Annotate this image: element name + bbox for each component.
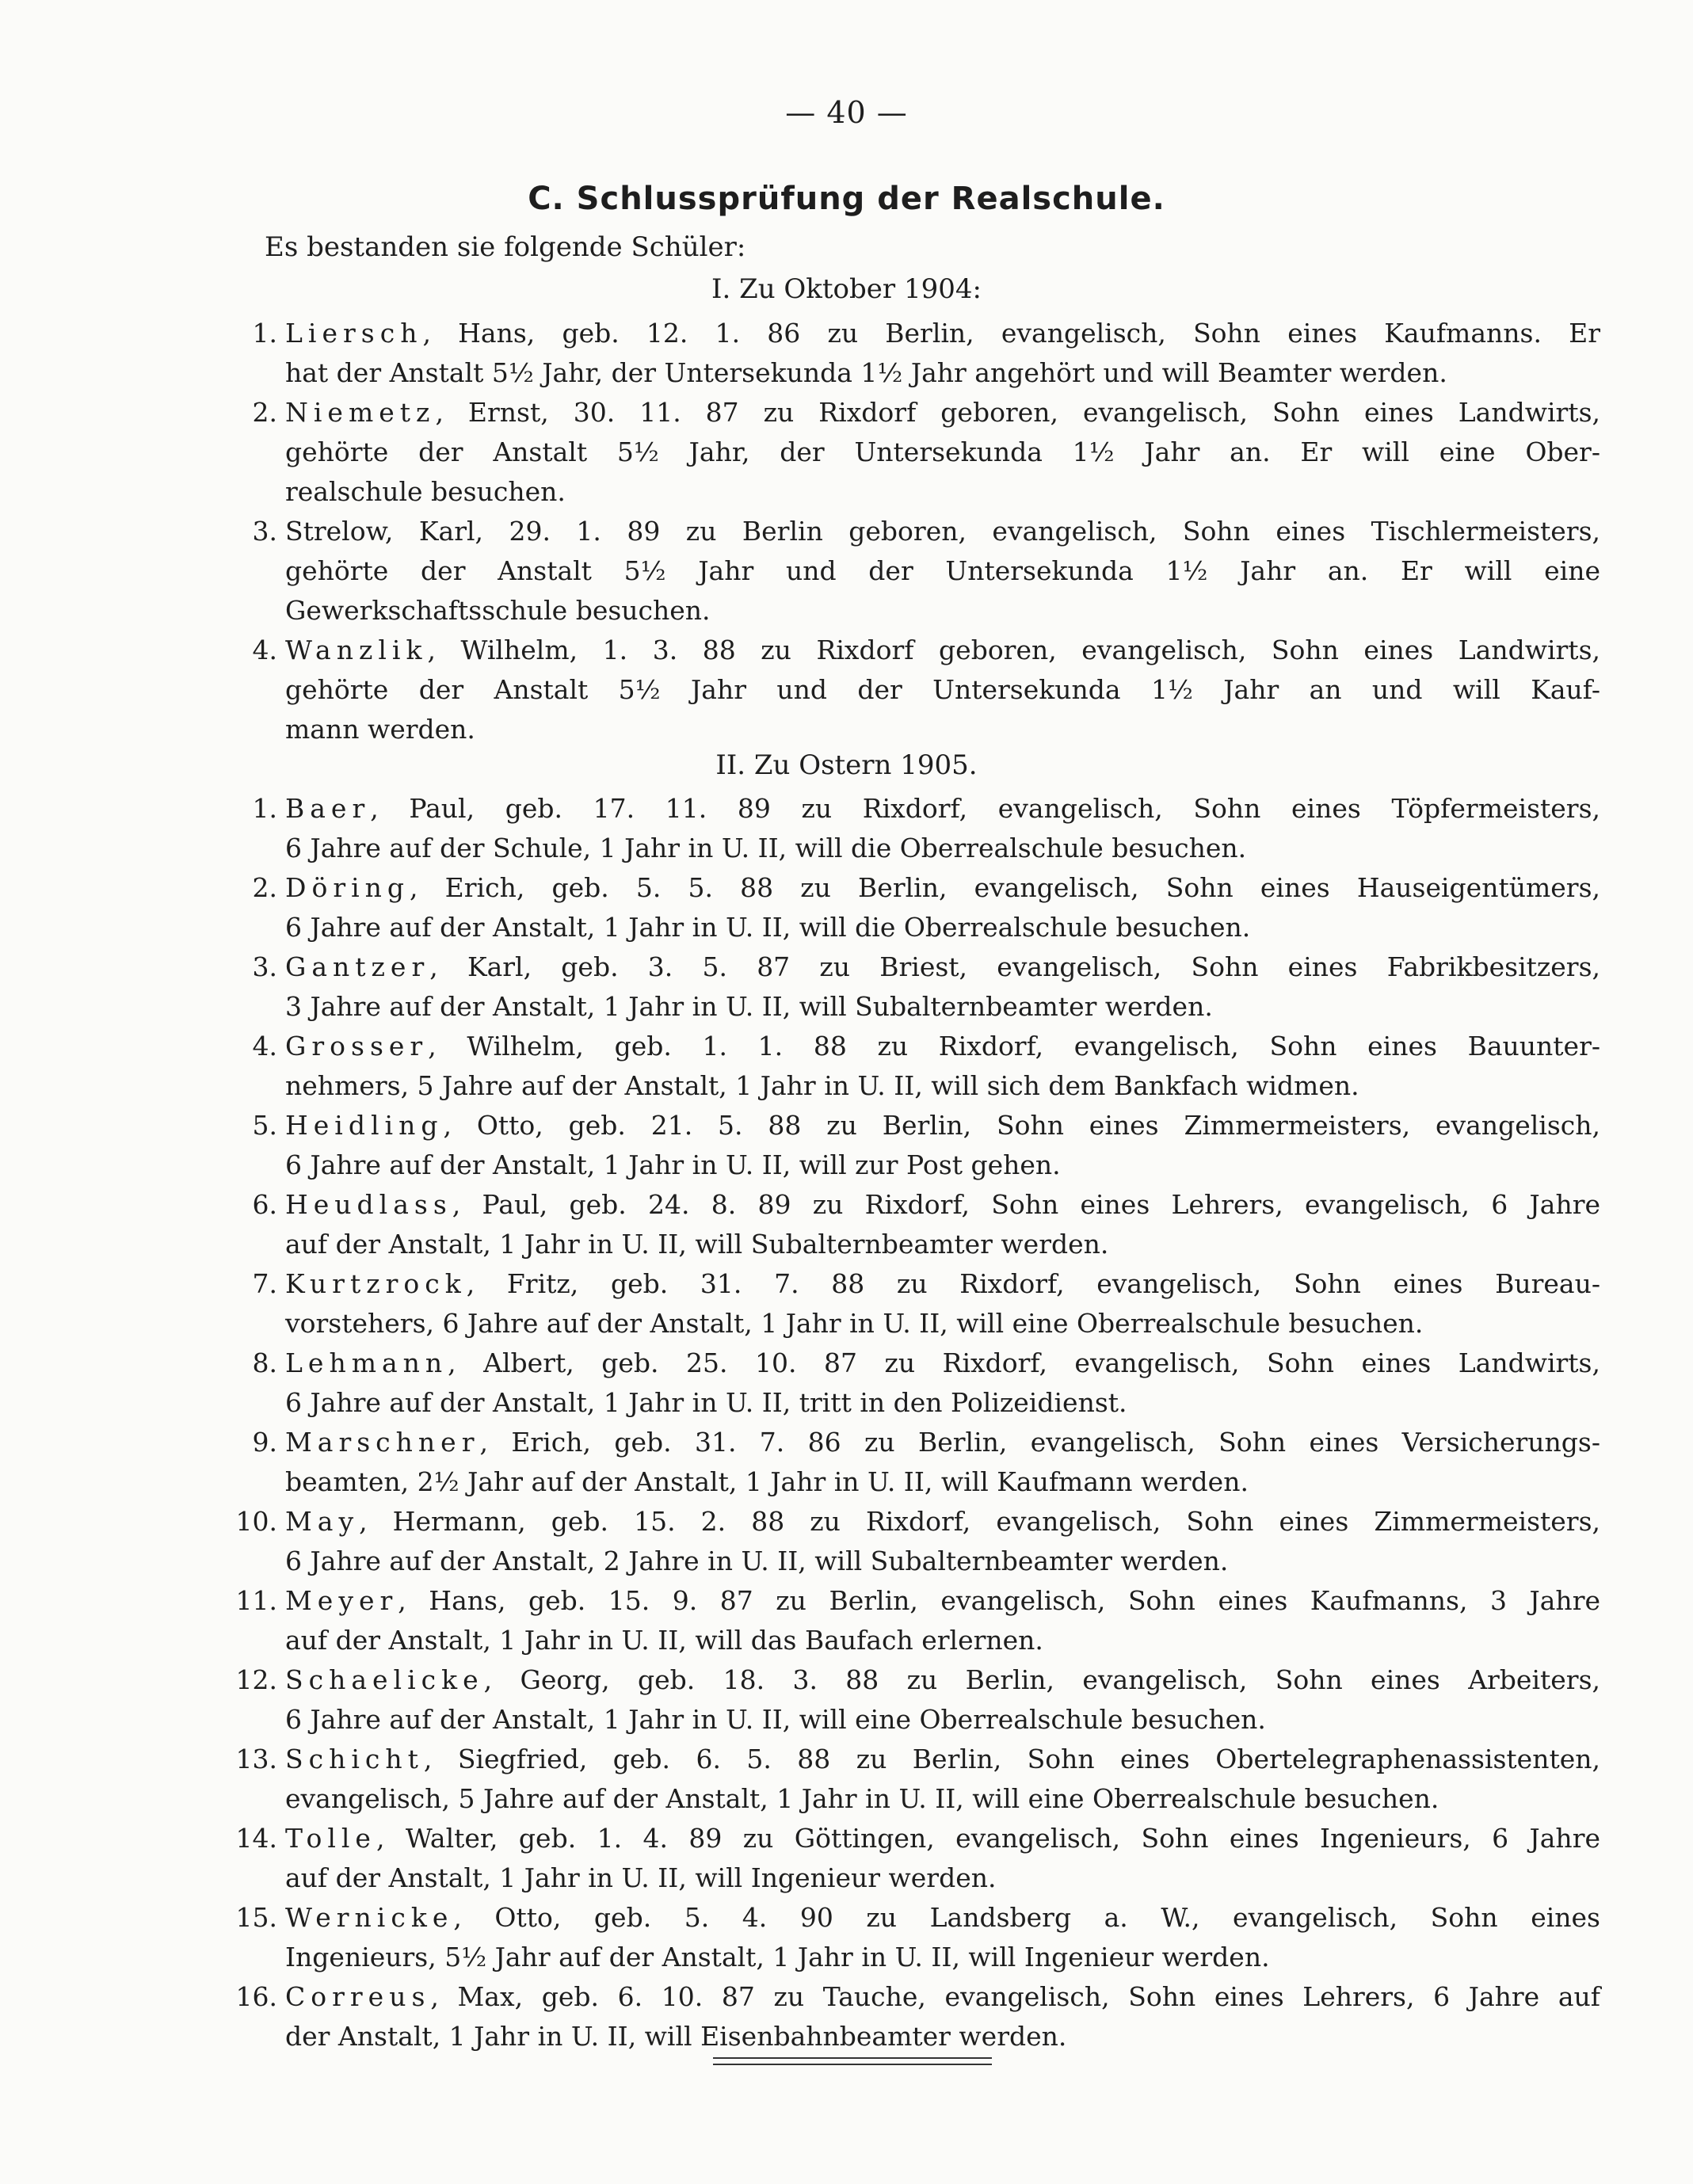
- group-heading: II. Zu Ostern 1905.: [715, 749, 978, 781]
- student-entry: [252, 789, 1600, 868]
- student-entry: [235, 1898, 1600, 1977]
- student-surname: Tolle: [285, 1823, 376, 1854]
- entry-number: 16.: [235, 1981, 277, 2012]
- entry-line: auf der Anstalt, 1 Jahr in U. II, will das Baufach erlernen.: [285, 1625, 1043, 1656]
- student-surname: Kurtzrock: [285, 1268, 467, 1299]
- student-surname: Heidling: [285, 1110, 444, 1141]
- entry-number: 8.: [252, 1347, 277, 1378]
- entry-number: 1.: [252, 318, 277, 349]
- intro-text: Es bestanden sie folgende Schüler:: [265, 231, 746, 263]
- student-entry: [252, 868, 1600, 947]
- entry-number: 15.: [235, 1902, 277, 1933]
- student-entry: [235, 1660, 1600, 1740]
- entry-line: 6 Jahre auf der Anstalt, 1 Jahr in U. II, will zur Post gehen.: [285, 1149, 1061, 1180]
- student-entry: [252, 631, 1600, 749]
- entry-line: 6 Jahre auf der Anstalt, 1 Jahr in U. II, will die Oberrealschule besuchen.: [285, 912, 1251, 943]
- entry-number: 11.: [235, 1585, 277, 1616]
- entry-line: gehörte der Anstalt 5½ Jahr und der Untersekunda 1½ Jahr an. Er will eine: [285, 555, 1600, 586]
- student-surname: Schaelicke: [285, 1664, 484, 1695]
- student-surname: Niemetz: [285, 397, 436, 428]
- entry-line: 6 Jahre auf der Anstalt, 2 Jahre in U. II, will Subalternbeamter werden.: [285, 1546, 1229, 1576]
- entry-line: Gantzer, Karl, geb. 3. 5. 87 zu Briest, evangelisch, Sohn eines Fabrikbesitzers,: [285, 951, 1600, 982]
- entry-number: 12.: [235, 1664, 277, 1695]
- student-entry: [252, 947, 1600, 1027]
- entry-line: vorstehers, 6 Jahre auf der Anstalt, 1 Jahr in U. II, will eine Oberrealschule besuchen.: [285, 1308, 1424, 1339]
- entry-line: der Anstalt, 1 Jahr in U. II, will Eisenbahnbeamter werden.: [285, 2021, 1067, 2052]
- student-surname: Wanzlik: [285, 635, 428, 665]
- entry-line: Liersch, Hans, geb. 12. 1. 86 zu Berlin, evangelisch, Sohn eines Kaufmanns. Er: [285, 318, 1600, 349]
- closing-rule-bottom: [713, 2064, 992, 2065]
- entry-number: 14.: [235, 1823, 277, 1854]
- group-heading: I. Zu Oktober 1904:: [711, 273, 982, 305]
- student-surname: Schicht: [285, 1744, 424, 1774]
- student-entry: [235, 1977, 1600, 2056]
- entry-line: Heidling, Otto, geb. 21. 5. 88 zu Berlin, Sohn eines Zimmermeisters, evangelisch,: [285, 1110, 1600, 1141]
- student-surname: May: [285, 1506, 360, 1537]
- student-entry: [235, 1819, 1600, 1898]
- entry-number: 7.: [252, 1268, 277, 1299]
- entry-number: 13.: [235, 1744, 277, 1774]
- entry-line: hat der Anstalt 5½ Jahr, der Untersekunda 1½ Jahr angehört und will Beamter werden.: [285, 357, 1447, 388]
- student-surname: Liersch: [285, 318, 423, 349]
- entry-number: 4.: [252, 1031, 277, 1062]
- section-title: C. Schlussprüfung der Realschule.: [528, 181, 1165, 217]
- page-number: — 40 —: [785, 95, 908, 130]
- entry-line: Marschner, Erich, geb. 31. 7. 86 zu Berlin, evangelisch, Sohn eines Versicherungs-: [285, 1427, 1600, 1458]
- student-entry: [235, 1740, 1600, 1819]
- entry-number: 9.: [252, 1427, 277, 1458]
- entry-line: gehörte der Anstalt 5½ Jahr, der Untersekunda 1½ Jahr an. Er will eine Ober-: [285, 436, 1600, 467]
- entry-line: gehörte der Anstalt 5½ Jahr und der Untersekunda 1½ Jahr an und will Kauf-: [285, 674, 1600, 705]
- student-surname: Correus: [285, 1981, 431, 2012]
- entry-number: 3.: [252, 951, 277, 982]
- entry-number: 4.: [252, 635, 277, 665]
- entry-line: Wernicke, Otto, geb. 5. 4. 90 zu Landsberg a. W., evangelisch, Sohn eines: [285, 1902, 1600, 1933]
- entry-line: realschule besuchen.: [285, 476, 566, 507]
- student-entry: [252, 393, 1600, 512]
- entry-line: Strelow, Karl, 29. 1. 89 zu Berlin geboren, evangelisch, Sohn eines Tischlermeisters,: [285, 516, 1600, 547]
- student-entry: [252, 1106, 1600, 1185]
- student-entry: [252, 314, 1600, 393]
- entry-line: Gewerkschaftsschule besuchen.: [285, 595, 711, 626]
- entry-line: 6 Jahre auf der Anstalt, 1 Jahr in U. II, tritt in den Polizeidienst.: [285, 1387, 1127, 1418]
- student-surname: Lehmann: [285, 1347, 448, 1378]
- student-surname: Heudlass: [285, 1189, 452, 1220]
- entry-line: Döring, Erich, geb. 5. 5. 88 zu Berlin, evangelisch, Sohn eines Hauseigentümers,: [285, 872, 1600, 903]
- entry-line: 6 Jahre auf der Schule, 1 Jahr in U. II, will die Oberrealschule besuchen.: [285, 833, 1247, 863]
- entry-line: 6 Jahre auf der Anstalt, 1 Jahr in U. II, will eine Oberrealschule besuchen.: [285, 1704, 1266, 1735]
- entry-line: Kurtzrock, Fritz, geb. 31. 7. 88 zu Rixdorf, evangelisch, Sohn eines Bureau-: [285, 1268, 1600, 1299]
- entry-line: auf der Anstalt, 1 Jahr in U. II, will Ingenieur werden.: [285, 1862, 997, 1893]
- entry-line: Tolle, Walter, geb. 1. 4. 89 zu Göttingen, evangelisch, Sohn eines Ingenieurs, 6 Jahre: [285, 1823, 1600, 1854]
- student-surname: Meyer: [285, 1585, 398, 1616]
- student-surname: Gantzer: [285, 951, 430, 982]
- entry-line: Correus, Max, geb. 6. 10. 87 zu Tauche, evangelisch, Sohn eines Lehrers, 6 Jahre auf: [285, 1981, 1600, 2012]
- entry-line: Wanzlik, Wilhelm, 1. 3. 88 zu Rixdorf geboren, evangelisch, Sohn eines Landwirts,: [285, 635, 1600, 665]
- student-surname: Baer: [285, 793, 371, 824]
- entry-line: Schicht, Siegfried, geb. 6. 5. 88 zu Berlin, Sohn eines Obertelegraphenassistenten,: [285, 1744, 1600, 1774]
- student-entry: [252, 1423, 1600, 1502]
- entry-line: Lehmann, Albert, geb. 25. 10. 87 zu Rixdorf, evangelisch, Sohn eines Landwirts,: [285, 1347, 1600, 1378]
- student-surname: Marschner: [285, 1427, 480, 1458]
- entry-line: Baer, Paul, geb. 17. 11. 89 zu Rixdorf, evangelisch, Sohn eines Töpfermeisters,: [285, 793, 1600, 824]
- student-surname: Döring: [285, 872, 410, 903]
- entry-number: 2.: [252, 872, 277, 903]
- student-entry: [235, 1581, 1600, 1660]
- student-surname: Grosser: [285, 1031, 429, 1062]
- entry-number: 5.: [252, 1110, 277, 1141]
- student-entry: [252, 1027, 1600, 1106]
- student-entry: [252, 1344, 1600, 1423]
- closing-rule-top: [713, 2057, 992, 2059]
- student-entry: [235, 1502, 1600, 1581]
- entry-line: mann werden.: [285, 714, 475, 745]
- entry-number: 1.: [252, 793, 277, 824]
- entry-number: 6.: [252, 1189, 277, 1220]
- entry-line: beamten, 2½ Jahr auf der Anstalt, 1 Jahr in U. II, will Kaufmann werden.: [285, 1466, 1249, 1497]
- entry-line: evangelisch, 5 Jahre auf der Anstalt, 1 Jahr in U. II, will eine Oberrealschule besuchen.: [285, 1783, 1439, 1814]
- entry-line: Meyer, Hans, geb. 15. 9. 87 zu Berlin, evangelisch, Sohn eines Kaufmanns, 3 Jahre: [285, 1585, 1600, 1616]
- entry-line: auf der Anstalt, 1 Jahr in U. II, will Subalternbeamter werden.: [285, 1229, 1109, 1260]
- entry-line: Ingenieurs, 5½ Jahr auf der Anstalt, 1 Jahr in U. II, will Ingenieur werden.: [285, 1942, 1270, 1972]
- entry-number: 2.: [252, 397, 277, 428]
- student-surname: Wernicke: [285, 1902, 454, 1933]
- entry-line: 3 Jahre auf der Anstalt, 1 Jahr in U. II, will Subalternbeamter werden.: [285, 991, 1213, 1022]
- entry-line: May, Hermann, geb. 15. 2. 88 zu Rixdorf, evangelisch, Sohn eines Zimmermeisters,: [285, 1506, 1600, 1537]
- entry-line: Niemetz, Ernst, 30. 11. 87 zu Rixdorf geboren, evangelisch, Sohn eines Landwirts,: [285, 397, 1600, 428]
- student-entry: [252, 512, 1600, 631]
- student-entry: [252, 1185, 1600, 1264]
- entry-line: nehmers, 5 Jahre auf der Anstalt, 1 Jahr in U. II, will sich dem Bankfach widmen.: [285, 1070, 1359, 1101]
- entry-number: 3.: [252, 516, 277, 547]
- entry-line: Heudlass, Paul, geb. 24. 8. 89 zu Rixdorf, Sohn eines Lehrers, evangelisch, 6 Jahre: [285, 1189, 1600, 1220]
- entry-number: 10.: [235, 1506, 277, 1537]
- entry-line: Grosser, Wilhelm, geb. 1. 1. 88 zu Rixdorf, evangelisch, Sohn eines Bauunter-: [285, 1031, 1600, 1062]
- student-entry: [252, 1264, 1600, 1344]
- entry-line: Schaelicke, Georg, geb. 18. 3. 88 zu Berlin, evangelisch, Sohn eines Arbeiters,: [285, 1664, 1600, 1695]
